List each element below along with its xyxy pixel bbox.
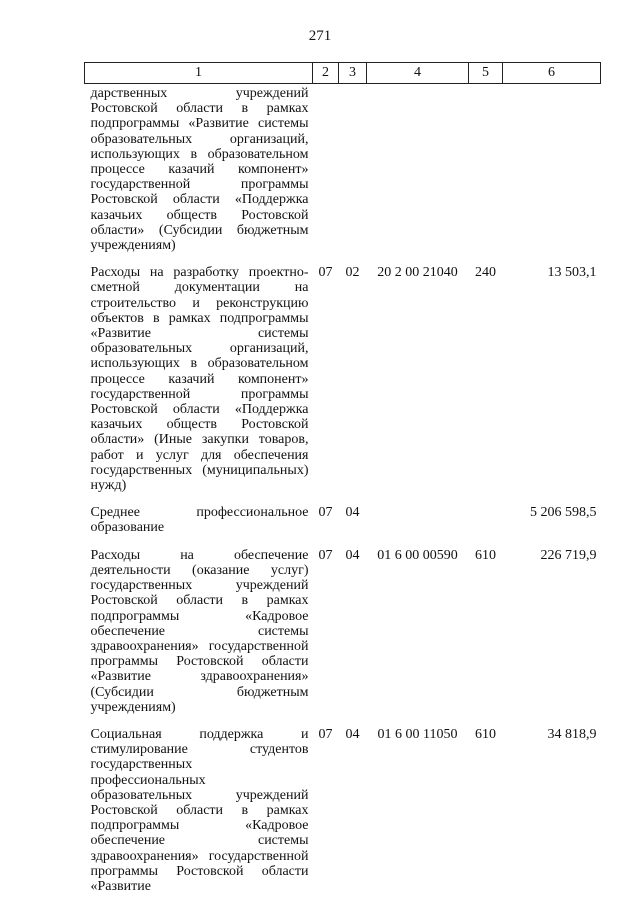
row-subsection-code — [339, 84, 367, 264]
row-target-item-code — [367, 503, 469, 545]
row-subsection-code: 04 — [345, 547, 360, 563]
table-body — [85, 84, 601, 905]
row-expense-type-code: 610 — [475, 726, 496, 742]
row-section-code: 07 — [318, 547, 333, 563]
row-target-item-code: 20 2 00 21040 — [377, 265, 458, 281]
table-row — [85, 84, 601, 264]
row-description: дарственных учреждений Ростовской области в рамках подпрограммы «Развитие системы образовательных организаций, использующих в образовательном процессе казачий компонент» государственной программы Ростовской области «Поддержка казачьих обществ Ростовской области» (Субсидии бюджетным учреждениям) — [90, 86, 309, 254]
page-number: 271 — [308, 28, 332, 44]
row-subsection-code: 02 — [345, 265, 360, 281]
table-header — [85, 63, 601, 84]
row-target-item-code: 01 6 00 11050 — [377, 726, 458, 742]
row-section-code: 07 — [318, 726, 333, 742]
table-row — [85, 725, 601, 904]
row-section-code: 07 — [318, 265, 333, 281]
row-expense-type-code: 610 — [475, 547, 496, 563]
row-description: Расходы на обеспечение деятельности (оказание услуг) государственных учреждений Ростовской области в рамках подпрограммы «Кадровое обеспечение системы здравоохранения» государственной программы Ростовской области «Развитие здравоохранения» (Субсидии бюджетным учреждениям) — [90, 547, 309, 715]
header-col-5: 5 — [469, 63, 503, 84]
row-section-code: 07 — [318, 505, 333, 521]
table-row — [85, 546, 601, 725]
header-col-6: 6 — [503, 63, 601, 84]
table-row — [85, 503, 601, 545]
row-subsection-code: 04 — [345, 505, 360, 521]
row-subsection-code: 04 — [345, 726, 360, 742]
header-col-2: 2 — [313, 63, 339, 84]
table-row — [85, 263, 601, 503]
row-amount: 226 719,9 — [540, 547, 597, 563]
row-description: Среднее профессиональное образование — [90, 505, 309, 536]
row-description: Расходы на разработку проектно-сметной документации на строительство и реконструкцию объектов в рамках подпрограммы «Развитие системы образовательных организаций, использующих в образовательном процессе казачий компонент» государственной программы Ростовской области «Поддержка казачьих обществ Ростовской области» (Иные закупки товаров, работ и услуг для обеспечения государственных (муниципальных) нужд) — [90, 265, 309, 494]
row-expense-type-code: 240 — [475, 265, 496, 281]
row-amount — [503, 84, 601, 264]
row-amount: 34 818,9 — [547, 726, 597, 742]
row-expense-type-code — [469, 503, 503, 545]
header-row — [85, 63, 601, 84]
header-col-4: 4 — [367, 63, 469, 84]
row-amount: 5 206 598,5 — [530, 505, 597, 521]
row-section-code — [313, 84, 339, 264]
budget-table — [84, 62, 601, 904]
row-amount: 13 503,1 — [547, 265, 597, 281]
row-target-item-code — [367, 84, 469, 264]
header-col-3: 3 — [339, 63, 367, 84]
row-expense-type-code — [469, 84, 503, 264]
header-col-1: 1 — [85, 63, 313, 84]
row-target-item-code: 01 6 00 00590 — [377, 547, 458, 563]
row-description: Социальная поддержка и стимулирование студентов государственных профессиональных образовательных учреждений Ростовской области в рамках подпрограммы «Кадровое обеспечение системы здравоохранения» государственной программы Ростовской области «Развитие — [90, 726, 309, 894]
